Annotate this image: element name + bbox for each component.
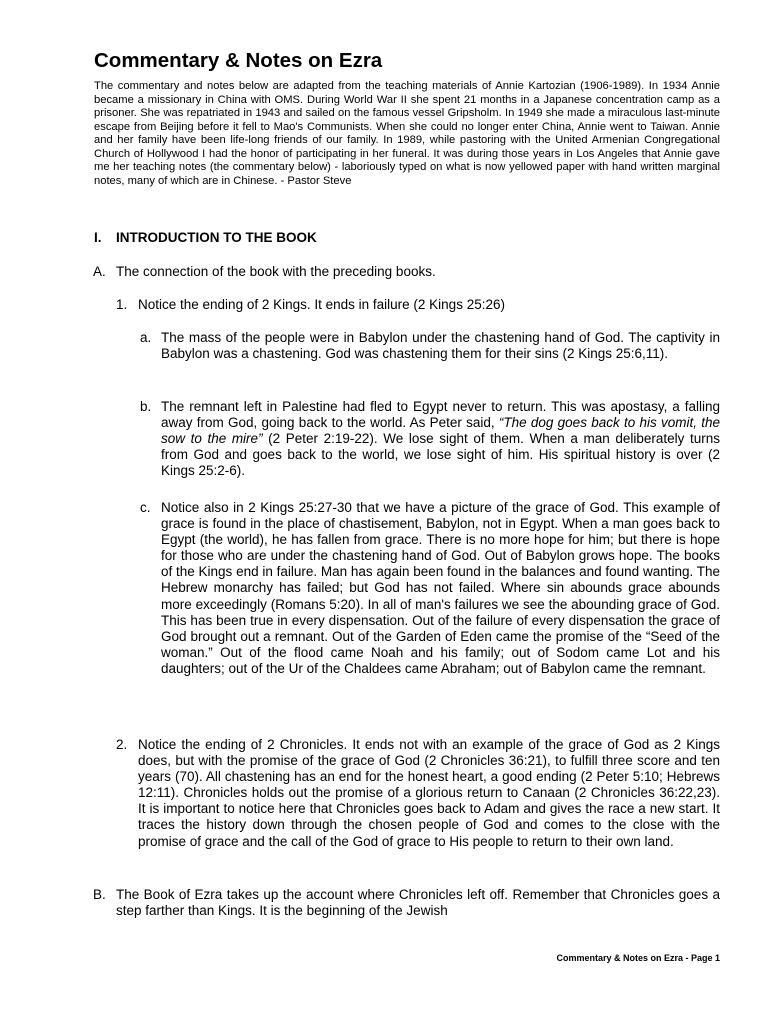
section-title: INTRODUCTION TO THE BOOK <box>116 230 317 245</box>
page-footer: Commentary & Notes on Ezra - Page 1 <box>556 953 720 963</box>
outline-marker: B. <box>93 887 106 902</box>
section-heading <box>94 229 734 247</box>
scripture-quote: “The dog goes back to his vomit, the sow to the mire” <box>161 415 720 447</box>
outline-text: Notice also in 2 Kings 25:27-30 that we have a picture of the grace of God. This example of grace is found in the place of chastisement, Babylon, not in Egypt. When a man goes back to Egypt (the world), he has fallen from grace. There is no more hope for him; but there is hope for those who are under the chastening hand of God. Out of Babylon grows hope. The books of the Kings end in failure. Man has again been found in the balances and found wanting. The Hebrew monarchy has failed; but God has not failed. Where sin abounds grace abounds more exceedingly (Romans 5:20). In all of man's failures we see the abounding grace of God. This has been true in every dispensation. Out of the failure of every dispensation the grace of God brought out a remnant. Out of the Garden of Eden came the promise of the “Seed of the woman.” Out of the flood came Noah and his family; out of Sodom came Lot and his daughters; out of the Ur of the Chaldees came Abraham; out of Babylon came the remnant. <box>161 500 720 676</box>
section-numeral: I. <box>94 230 102 245</box>
intro-paragraph: The commentary and notes below are adapted from the teaching materials of Annie Kartozian (1906-1989). In 1934 Annie became a missionary in China with OMS. During World War II she spent 21 months in a Japanese concentration camp as a prisoner. She was repatriated in 1943 and sailed on the famous vessel Gripsholm. In 1949 she made a miraculous last-minute escape from Beijing before it fell to Mao's Communists. When she could no longer enter China, Annie went to Taiwan. Annie and her family have been life-long friends of our family. In 1989, while pastoring with the United Armenian Congregational Church of Hollywood I had the honor of participating in her funeral. It was during those years in Los Angeles that Annie gave me her teaching notes (the commentary below) - laboriously typed on what is now yellowed paper with hand written marginal notes, many of which are in Chinese. - Pastor Steve <box>94 80 720 187</box>
outline-item-a-1 <box>116 297 720 313</box>
outline-text: Notice the ending of 2 Kings. It ends in failure (2 Kings 25:26) <box>138 297 505 312</box>
document-title: Commentary & Notes on Ezra <box>94 49 383 72</box>
outline-text: The connection of the book with the preceding books. <box>116 264 436 279</box>
outline-item-a-1-c <box>140 500 720 677</box>
outline-text-after-quote: (2 Peter 2:19-22). We lose sight of them. When a man deliberately turns from God and goes back to the world, we lose sight of him. His spiritual history is over (2 Kings 25:2-6). <box>161 431 720 479</box>
outline-marker: a. <box>140 330 152 345</box>
outline-item-b <box>93 887 720 919</box>
outline-marker: 2. <box>116 737 128 752</box>
outline-marker: c. <box>140 500 151 515</box>
outline-marker: A. <box>93 264 106 279</box>
outline-item-a <box>93 264 720 280</box>
outline-item-a-1-a <box>140 330 720 362</box>
outline-text: The Book of Ezra takes up the account where Chronicles left off. Remember that Chronicles goes a step farther than Kings. It is the beginning of the Jewish <box>116 887 720 919</box>
outline-marker: b. <box>140 399 152 414</box>
outline-text: Notice the ending of 2 Chronicles. It ends not with an example of the grace of God as 2 Kings does, but with the promise of the grace of God (2 Chronicles 36:21), to fulfill three score and ten years (70). All chastening has an end for the honest heart, a good ending (2 Peter 5:10; Hebrews 12:11). Chronicles holds out the promise of a glorious return to Canaan (2 Chronicles 36:22,23). It is important to notice here that Chronicles goes back to Adam and gives the race a new start. It traces the history down through the chosen people of God and comes to the close with the promise of grace and the call of the God of grace to His people to return to their own land. <box>138 737 720 849</box>
outline-marker: 1. <box>116 297 128 312</box>
outline-text-before-quote: The remnant left in Palestine had fled to Egypt never to return. This was apostasy, a falling away from God, going back to the world. As Peter said, <box>161 399 720 431</box>
outline-item-a-1-b <box>140 399 720 479</box>
outline-text: The mass of the people were in Babylon under the chastening hand of God. The captivity in Babylon was a chastening. God was chastening them for their sins (2 Kings 25:6,11). <box>161 330 720 362</box>
outline-item-a-2 <box>116 737 720 850</box>
outline-text <box>161 399 720 479</box>
